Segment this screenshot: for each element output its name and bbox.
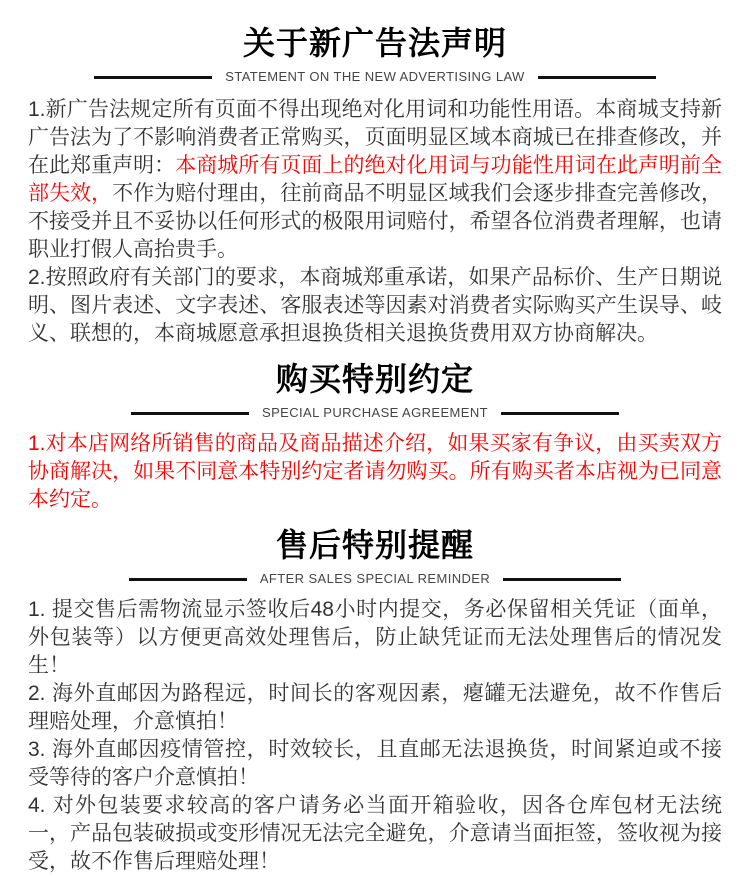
text-run: 2. 海外直邮因为路程远，时间长的客观因素，瘪罐无法避免，故不作售后理赔处理，介意慎拍！ bbox=[28, 682, 722, 733]
list-item bbox=[28, 596, 722, 680]
paragraph bbox=[28, 96, 722, 264]
text-run: 2.按照政府有关部门的要求，本商城郑重承诺，如果产品标价、生产日期说明、图片表述、文字表述、客服表述等因素对消费者实际购买产生误导、岐义、联想的，本商城愿意承担退换货相关退换货费用双方协商解决。 bbox=[28, 266, 722, 345]
after-sales-subtitle: AFTER SALES SPECIAL REMINDER bbox=[259, 571, 491, 586]
after-sales-title: 售后特别提醒 bbox=[275, 527, 474, 563]
subtitle-rule-left bbox=[129, 578, 247, 581]
advertising-law-subtitle: STATEMENT ON THE NEW ADVERTISING LAW bbox=[225, 69, 525, 84]
advertising-law-body bbox=[28, 96, 722, 348]
section-advertising-law bbox=[28, 24, 722, 348]
paragraph bbox=[28, 430, 722, 514]
list-item bbox=[28, 736, 722, 792]
text-run-highlight: 本商城所有页面上的绝对化用词与功能性用词在此声明前全部失效， bbox=[28, 154, 722, 205]
purchase-agreement-title: 购买特别约定 bbox=[275, 361, 474, 397]
subtitle-rule-left bbox=[94, 76, 212, 79]
subtitle-rule-right bbox=[538, 76, 656, 79]
section-purchase-agreement bbox=[28, 360, 722, 514]
text-run: 1. 提交售后需物流显示签收后48小时内提交，务必保留相关凭证（面单，外包装等）以方便更高效处理售后，防止缺凭证而无法处理售后的情况发生！ bbox=[28, 598, 722, 677]
after-sales-subtitle-row bbox=[28, 570, 722, 588]
after-sales-body bbox=[28, 596, 722, 876]
purchase-agreement-body bbox=[28, 430, 722, 514]
section-after-sales-reminder bbox=[28, 526, 722, 876]
advertising-law-subtitle-row bbox=[28, 68, 722, 86]
subtitle-rule-right bbox=[503, 578, 621, 581]
list-item bbox=[28, 680, 722, 736]
paragraph bbox=[28, 264, 722, 348]
text-run: 1.新广告法规定所有页面不得出现绝对化用词和功能性用语。本商城支持新广告法为了不影响消费者正常购买，页面明显区域本商城已在排查修改，并在此郑重声明： bbox=[28, 98, 722, 177]
list-item bbox=[28, 792, 722, 876]
text-run: 4. 对外包装要求较高的客户请务必当面开箱验收，因各仓库包材无法统一，产品包装破损或变形情况无法完全避免，介意请当面拒签，签收视为接受，故不作售后理赔处理！ bbox=[28, 794, 722, 873]
text-run: 不作为赔付理由，往前商品不明显区域我们会逐步排查完善修改，不接受并且不妥协以任何形式的极限用词赔付，希望各位消费者理解，也请职业打假人高抬贵手。 bbox=[28, 182, 722, 261]
purchase-agreement-subtitle-row bbox=[28, 404, 722, 422]
subtitle-rule-left bbox=[131, 412, 249, 415]
text-run: 3. 海外直邮因疫情管控，时效较长，且直邮无法退换货，时间紧迫或不接受等待的客户介意慎拍！ bbox=[28, 738, 722, 789]
purchase-agreement-subtitle: SPECIAL PURCHASE AGREEMENT bbox=[262, 405, 488, 420]
text-run-highlight: 1.对本店网络所销售的商品及商品描述介绍，如果买家有争议，由买卖双方协商解决，如果不同意本特别约定者请勿购买。所有购买者本店视为已同意本约定。 bbox=[28, 432, 722, 511]
subtitle-rule-right bbox=[501, 412, 619, 415]
advertising-law-title: 关于新广告法声明 bbox=[242, 25, 507, 61]
